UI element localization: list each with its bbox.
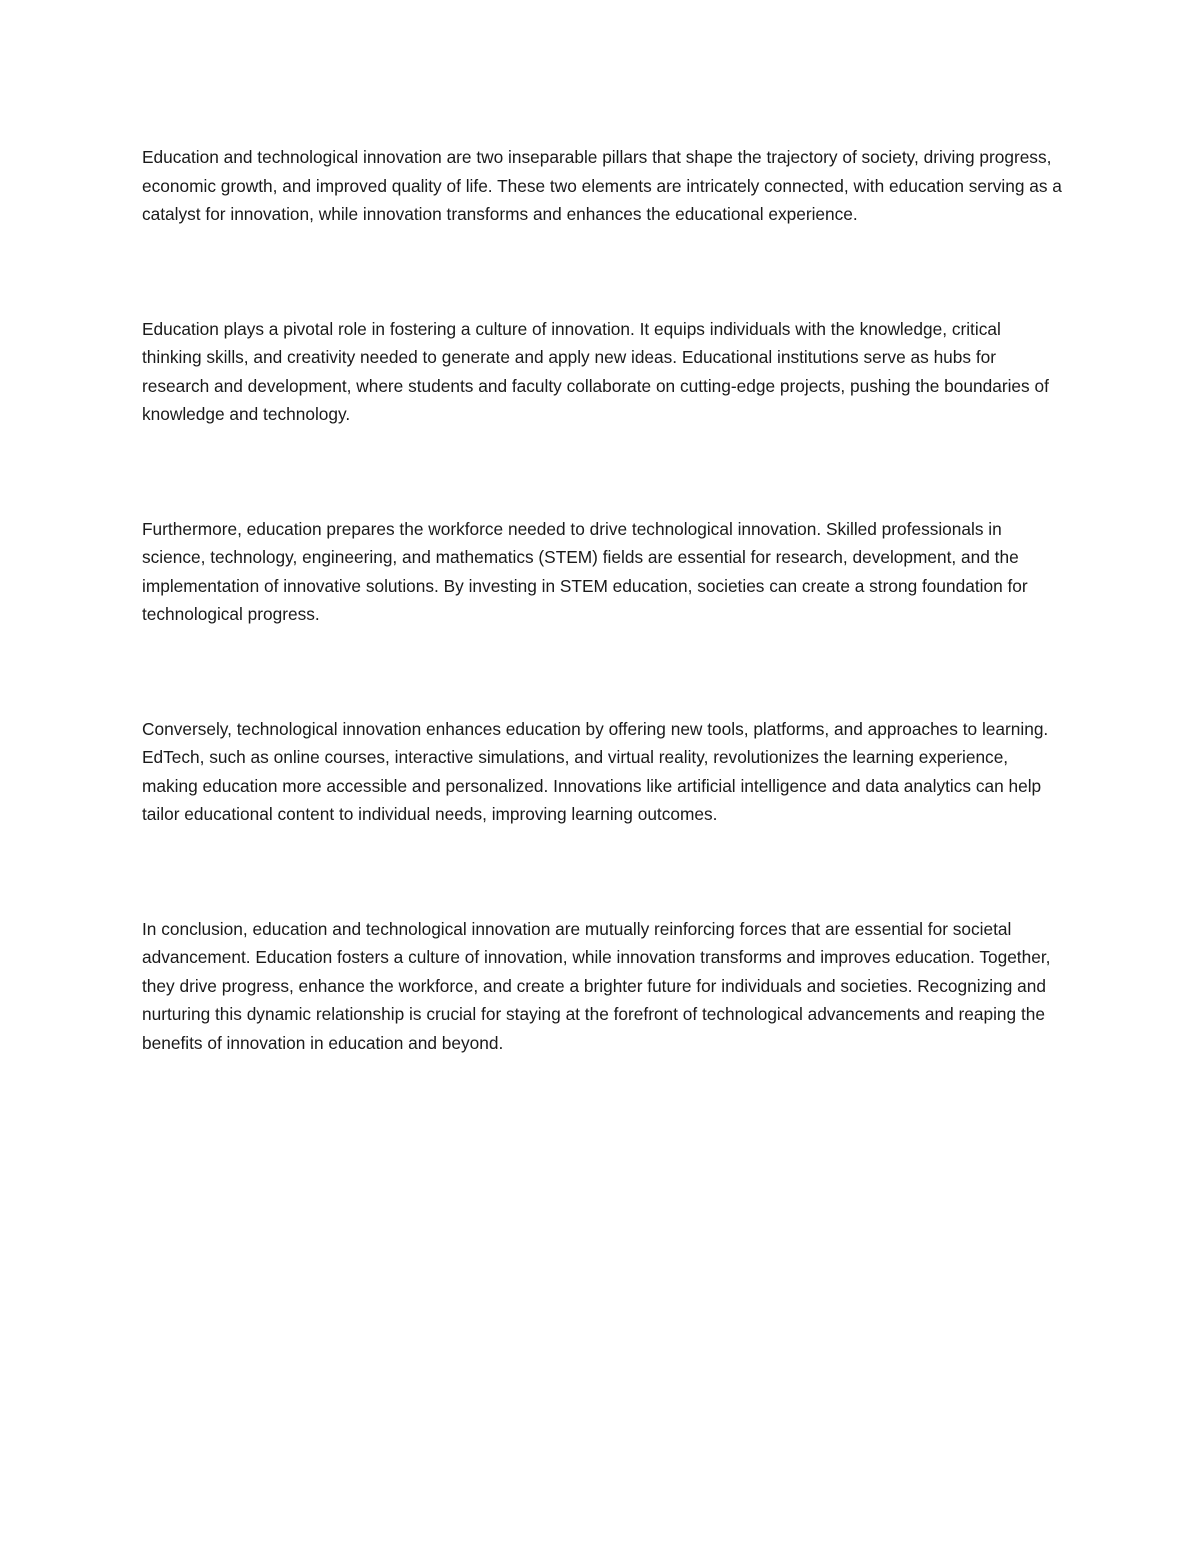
paragraph-education-fosters-innovation: Education plays a pivotal role in fostering a culture of innovation. It equips individuals with the knowledge, critical thinking skills, and creativity needed to generate and apply new ideas. Educational institutions serve as hubs for research and development, where students and faculty collaborate on cutting-edge projects, pushing the boundaries of knowledge and technology.: [142, 318, 1049, 424]
paragraph-introduction: Education and technological innovation are two inseparable pillars that shape the trajectory of society, driving progress, economic growth, and improved quality of life. These two elements are intricately connected, with education serving as a catalyst for innovation, while innovation transforms and enhances the educational experience.: [142, 147, 1062, 224]
paragraph-conclusion: In conclusion, education and technological innovation are mutually reinforcing forces that are essential for societal advancement. Education fosters a culture of innovation, while innovation transforms and improves education. Together, they drive progress, enhance the workforce, and create a brighter future for individuals and societies. Recognizing and nurturing this dynamic relationship is crucial for staying at the forefront of technological advancements and reaping the benefits of innovation in education and beyond.: [142, 918, 1051, 1053]
paragraph-edtech: Conversely, technological innovation enhances education by offering new tools, platforms, and approaches to learning. EdTech, such as online courses, interactive simulations, and virtual reality, revolutionizes the learning experience, making education more accessible and personalized. Innovations like artificial intelligence and data analytics can help tailor educational content to individual needs, improving learning outcomes.: [142, 718, 1049, 824]
document-body: [142, 143, 1062, 1057]
paragraph-workforce-stem: Furthermore, education prepares the workforce needed to drive technological innovation. Skilled professionals in science, technology, engineering, and mathematics (STEM) fields are essential for research, development, and the implementation of innovative solutions. By investing in STEM education, societies can create a strong foundation for technological progress.: [142, 518, 1028, 624]
